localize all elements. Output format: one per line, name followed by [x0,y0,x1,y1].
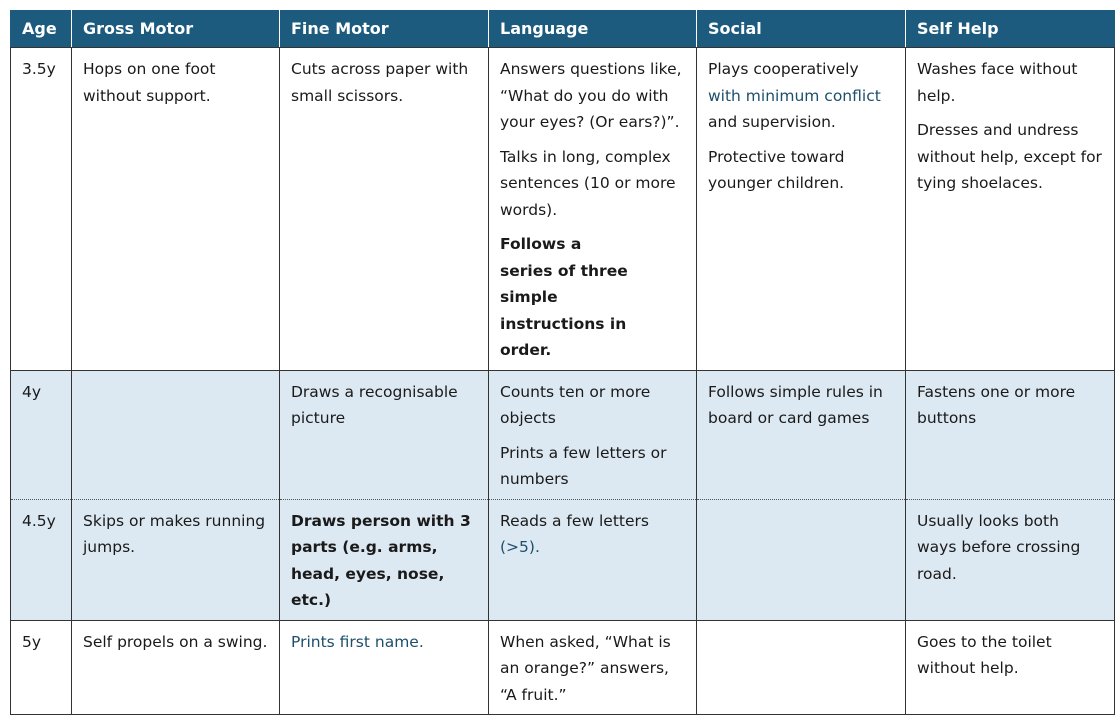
header-age: Age [11,10,72,48]
fine-motor-cell: Prints first name. [280,620,489,715]
social-item: Protective toward younger children. [708,147,845,192]
fine-motor-cell [280,499,489,620]
self-help-cell [906,48,1115,371]
age-cell: 3.5y [11,48,72,371]
age-cell: 4.5y [11,499,72,620]
header-self-help: Self Help [906,10,1115,48]
gross-motor-cell [72,370,280,499]
language-text: Reads a few letters [500,511,649,530]
language-item: Prints a few letters or numbers [500,443,667,488]
table-row [11,370,1115,499]
fine-motor-cell: Cuts across paper with small scissors. [280,48,489,371]
age-cell: 4y [11,370,72,499]
self-help-item: Washes face without help. [917,60,1078,105]
fine-motor-cell: Draws a recognisable picture [280,370,489,499]
header-social: Social [697,10,906,48]
social-text: with minimum conflict [708,86,881,105]
self-help-cell: Goes to the toilet without help. [906,620,1115,715]
gross-motor-cell: Hops on one foot without support. [72,48,280,371]
language-cell [489,499,697,620]
language-cell: When asked, “What is an orange?” answers, “A fruit.” [489,620,697,715]
age-cell: 5y [11,620,72,715]
fine-motor-item: Draws person with 3 parts (e.g. arms, head, eyes, nose, etc.) [291,511,471,609]
language-item: Answers questions like, “What do you do with your eyes? (Or ears?)”. [500,60,682,131]
social-cell: Follows simple rules in board or card games [697,370,906,499]
header-row [11,10,1115,48]
language-cell [489,370,697,499]
self-help-cell: Fastens one or more buttons [906,370,1115,499]
header-fine-motor: Fine Motor [280,10,489,48]
social-cell [697,499,906,620]
table-row [11,499,1115,620]
language-item: Talks in long, complex sentences (10 or more words). [500,147,676,219]
social-item [708,56,894,136]
social-cell [697,48,906,371]
table-row [11,620,1115,715]
language-text: (>5). [500,538,540,556]
language-item: Follows a series of three simple instructions in order. [500,235,628,359]
table-row [11,48,1115,371]
self-help-item: Dresses and undress without help, except for tying shoelaces. [917,121,1102,192]
gross-motor-cell: Skips or makes running jumps. [72,499,280,620]
gross-motor-cell: Self propels on a swing. [72,620,280,715]
social-text: Plays cooperatively [708,60,859,78]
development-milestones-table [10,10,1115,715]
development-milestones-table-container [10,10,1114,715]
language-cell [489,48,697,371]
self-help-cell: Usually looks both ways before crossing road. [906,499,1115,620]
language-item: Counts ten or more objects [500,382,651,427]
social-cell [697,620,906,715]
social-text: and supervision. [708,113,836,131]
header-gross-motor: Gross Motor [72,10,280,48]
header-language: Language [489,10,697,48]
